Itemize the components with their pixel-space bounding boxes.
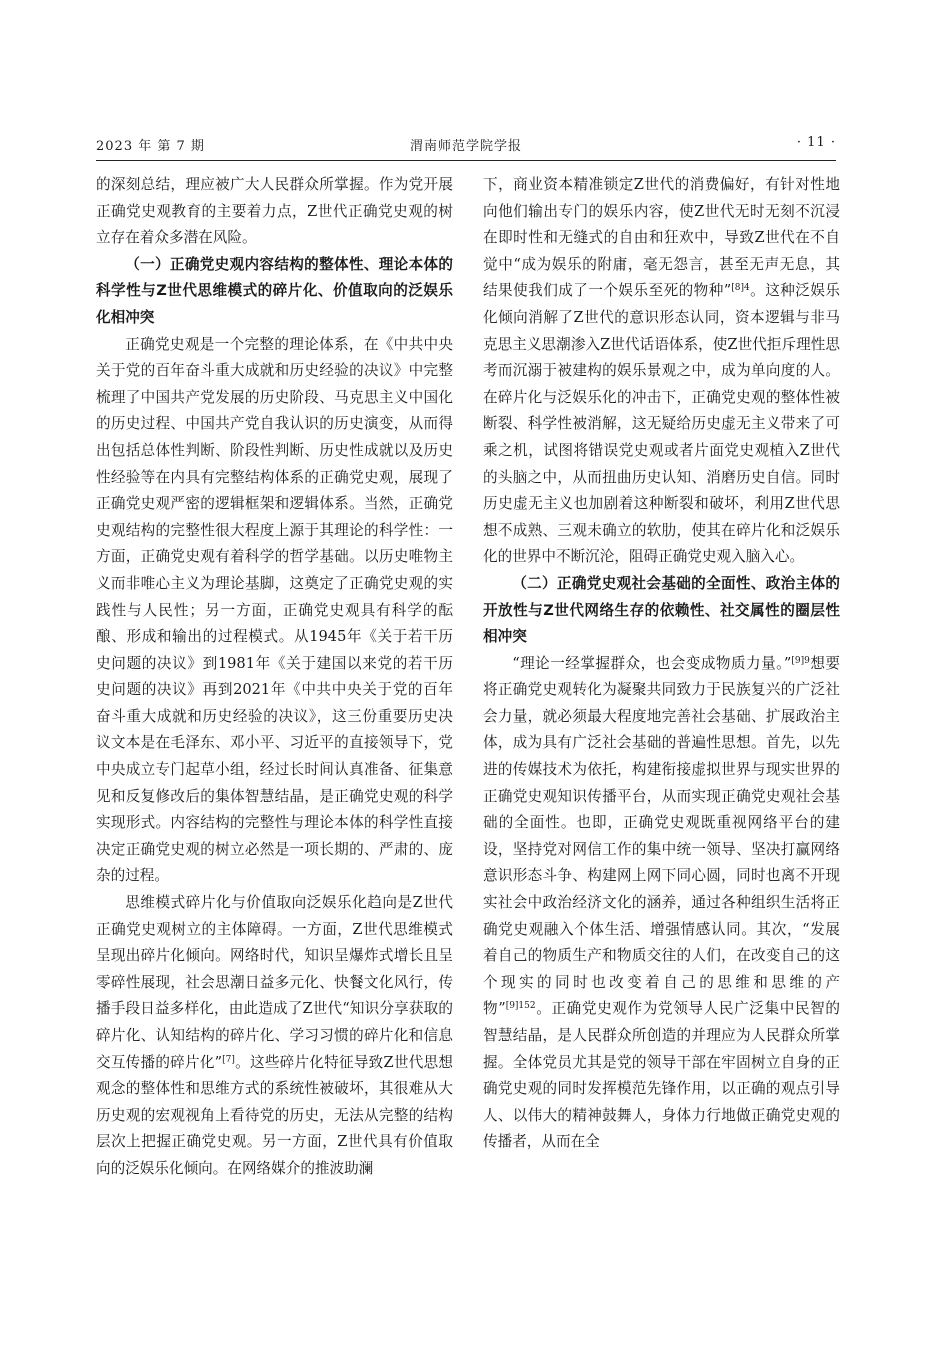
section-heading-2: （二）正确党史观社会基础的全面性、政治主体的开放性与Z世代网络生存的依赖性、社交属性的圈层性相冲突 — [483, 574, 840, 646]
journal-name: 渭南师范学院学报 — [409, 139, 522, 154]
left-paragraph-2 — [96, 890, 453, 1183]
text-run: 。这些碎片化特征导致Z世代思想观念的整体性和思维方式的系统性被破坏，其很难从大历史观的宏观视角上看待党的历史，无法从完整的结构层次上把握正确党史观。另一方面，Z世代具有价值取向的泛娱乐化倾向。在网络媒介的推波助澜 — [96, 1053, 453, 1177]
right-column — [483, 172, 840, 1156]
left-paragraph-0: 的深刻总结，理应被广大人民群众所掌握。作为党开展正确党史观教育的主要着力点，Z世代正确党史观的树立存在着众多潜在风险。 — [96, 176, 453, 247]
section-heading-1: （一）正确党史观内容结构的整体性、理论本体的科学性与Z世代思维模式的碎片化、价值取向的泛娱乐化相冲突 — [96, 255, 453, 326]
citation: [8]4 — [731, 283, 750, 294]
running-header — [96, 135, 836, 155]
left-paragraph-1: 正确党史观是一个完整的理论体系，在《中共中央关于党的百年奋斗重大成就和历史经验的决议》中完整梳理了中国共产党发展的历史阶段、马克思主义中国化的历史过程、中国共产党自我认识的历史演变，从而得出包括总体性判断、阶段性判断、历史性成就以及历史性经验等在内具有完整结构体系的正确党史观，展现了正确党史观严密的逻辑框架和逻辑体系。当然，正确党史观结构的完整性很大程度上源于其理论的科学性：一方面，正确党史观有着科学的哲学基础。以历史唯物主义而非唯心主义为理论基脚，这奠定了正确党史观的实践性与人民性；另一方面，正确党史观具有科学的酝酿、形成和输出的过程模式。从1945年《关于若干历史问题的决议》到1981年《关于建国以来党的若干历史问题的决议》再到2021年《中共中央关于党的百年奋斗重大成就和历史经验的决议》，这三份重要历史决议文本是在毛泽东、邓小平、习近平的直接领导下，党中央成立专门起草小组，经过长时间认真准备、征集意见和反复修改后的集体智慧结晶，是正确党史观的科学实现形式。内容结构的完整性与理论本体的科学性直接决定正确党史观的树立必然是一项长期的、严肃的、庞杂的过程。 — [96, 335, 453, 885]
citation: [9]9 — [791, 655, 810, 666]
text-run: 想要将正确党史观转化为凝聚共同致力于民族复兴的广泛社会力量，就必须最大程度地完善社会基础、扩展政治主体，成为具有广泛社会基础的普遍性思想。首先，以先进的传媒技术为依托，构建衔接虚拟世界与现实世界的正确党史观知识传播平台，从而实现正确党史观社会基础的全面性。也即，正确党史观既重视网络平台的建设，坚持党对网信工作的集中统一领导、坚决打赢网络意识形态斗争、构建网上网下同心圆，同时也离不开现实社会中政治经济文化的涵养，通过各种组织生活将正确党史观融入个体生活、增强情感认同。其次，“发展着自己的物质生产和物质交往的人们，在改变自己的这个现实的同时也改变着自己的思维和思维的产物” — [483, 654, 840, 1018]
issue-label: 2023 年 第 7 期 — [96, 139, 205, 154]
text-run: 。这种泛娱乐化倾向消解了Z世代的意识形态认同，资本逻辑与非马克思主义思潮渗入Z世代话语体系，使Z世代拒斥理性思考而沉溺于被建构的娱乐景观之中，成为单向度的人。在碎片化与泛娱乐化的冲击下，正确党史观的整体性被断裂、科学性被消解，这无疑给历史虚无主义带来了可乘之机，试图将错误党史观或者片面党史观植入Z世代的头脑之中，从而扭曲历史认知、消磨历史自信。同时历史虚无主义也加剧着这种断裂和破坏，利用Z世代思想不成熟、三观未确立的软肋，使其在碎片化和泛娱乐化的世界中不断沉沦，阻碍正确党史观入脑入心。 — [483, 282, 840, 566]
text-run: 。正确党史观作为党领导人民广泛集中民智的智慧结晶，是人民群众所创造的并理应为人民群众所掌握。全体党员尤其是党的领导干部在牢固树立自身的正确党史观的同时发挥模范先锋作用，以正确的观点引导人、以伟大的精神鼓舞人，身体力行地做正确党史观的传播者，从而在全 — [483, 1000, 840, 1151]
citation: [9]152 — [505, 1001, 536, 1012]
text-run: “理论一经掌握群众，也会变成物质力量。” — [512, 654, 792, 672]
page-number: · 11 · — [796, 135, 836, 150]
right-paragraph-0 — [483, 172, 840, 571]
left-column — [96, 172, 453, 1183]
right-paragraph-1 — [483, 651, 840, 1156]
text-run: 思维模式碎片化与价值取向泛娱乐化趋向是Z世代正确党史观树立的主体障碍。一方面，Z世代思维模式呈现出碎片化倾向。网络时代，知识呈爆炸式增长且呈零碎性展现，社会思潮日益多元化、快餐文化风行，传播手段日益多样化，由此造成了Z世代“知识分享获取的碎片化、认知结构的碎片化、学习习惯的碎片化和信息交互传播的碎片化” — [96, 894, 453, 1071]
citation: [7] — [222, 1054, 235, 1065]
header-rule — [96, 160, 836, 161]
text-run: 下，商业资本精准锁定Z世代的消费偏好，有针对性地向他们输出专门的娱乐内容，使Z世代无时无刻不沉浸在即时性和无缝式的自由和狂欢中，导致Z世代在不自觉中“成为娱乐的附庸，毫无怨言，甚至无声无息，其结果使我们成了一个娱乐至死的物种” — [483, 176, 840, 300]
